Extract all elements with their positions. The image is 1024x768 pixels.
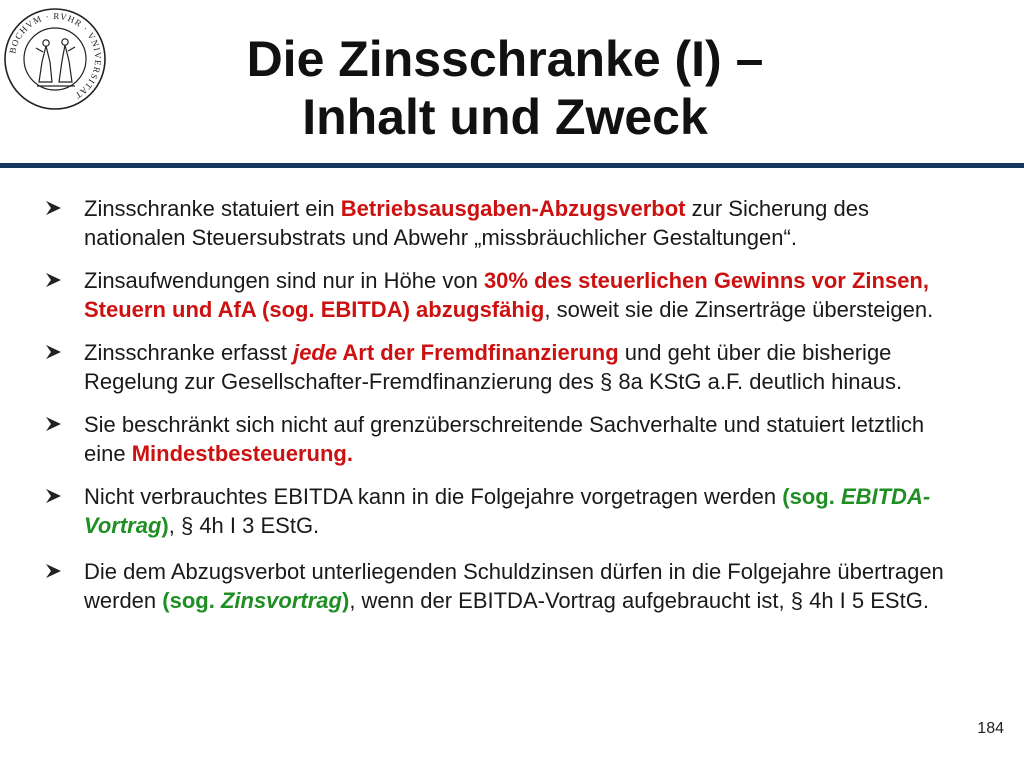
arrow-bullet-icon (45, 563, 62, 579)
bullet-text: , wenn der EBITDA-Vortrag aufgebraucht ist, § 4h I 5 EStG. (349, 588, 929, 613)
bullet-text: Die dem Abzugsverbot unterliegenden Schuldzinsen dürfen in die Folgejahre übertragen werden (84, 559, 944, 613)
emphasis-green: ) (161, 513, 169, 538)
bullet-item (45, 482, 970, 540)
bullet-text: Nicht verbrauchtes EBITDA kann in die Folgejahre vorgetragen werden (84, 484, 783, 509)
emphasis-green: (sog. (162, 588, 221, 613)
arrow-bullet-icon (45, 416, 62, 432)
header-divider (0, 163, 1024, 168)
emphasis-green-italic: Zinsvortrag (220, 588, 342, 613)
emphasis-red-italic: jede (293, 340, 338, 365)
bullet-item (45, 266, 970, 324)
title-line-2: Inhalt und Zweck (302, 89, 708, 145)
bullet-text: Zinsschranke statuiert ein (84, 196, 341, 221)
emphasis-red: Betriebsausgaben-Abzugsverbot (340, 196, 686, 221)
bullet-text: , § 4h I 3 EStG. (168, 513, 320, 538)
bullet-text: Sie beschränkt sich nicht auf grenzüberschreitende Sachverhalte und statuiert letztlich eine (84, 412, 925, 466)
bullet-item (45, 194, 970, 252)
emphasis-red: 30% des steuerlichen Gewinns vor Zinsen, Steuern und AfA (sog. EBITDA) abzugsfähig (84, 268, 929, 322)
bullet-text: Zinsschranke erfasst (84, 340, 294, 365)
emphasis-green: (sog. (782, 484, 841, 509)
arrow-bullet-icon (45, 200, 62, 216)
bullet-text: zur Sicherung des nationalen Steuersubstrats und Abwehr „missbräuchlicher Gestaltungen“. (84, 196, 869, 250)
emphasis-green: ) (341, 588, 350, 613)
university-seal-icon (2, 6, 108, 112)
bullet-text: , soweit sie die Zinserträge übersteigen. (544, 297, 934, 322)
arrow-bullet-icon (45, 344, 62, 360)
title-line-1: Die Zinsschranke (I) – (246, 31, 764, 87)
arrow-bullet-icon (45, 488, 62, 504)
bullet-list (45, 194, 970, 630)
emphasis-red: Art der Fremdfinanzierung (337, 340, 619, 365)
emphasis-green-italic: EBITDA-Vortrag (84, 484, 931, 538)
arrow-bullet-icon (45, 272, 62, 288)
bullet-item (45, 557, 970, 615)
page-title (120, 30, 890, 146)
svg-text:BOCHVM · RVHR · VNIVERSITAT: BOCHVM · RVHR · VNIVERSITAT (7, 10, 104, 102)
page-number: 184 (977, 720, 1004, 737)
emphasis-red: Mindestbesteuerung. (131, 441, 353, 466)
bullet-item (45, 338, 970, 396)
bullet-text: und geht über die bisherige Regelung zur Gesellschafter-Fremdfinanzierung des § 8a KStG a.F. deutlich hinaus. (84, 340, 903, 394)
bullet-item (45, 410, 970, 468)
bullet-text: Zinsaufwendungen sind nur in Höhe von (84, 268, 484, 293)
